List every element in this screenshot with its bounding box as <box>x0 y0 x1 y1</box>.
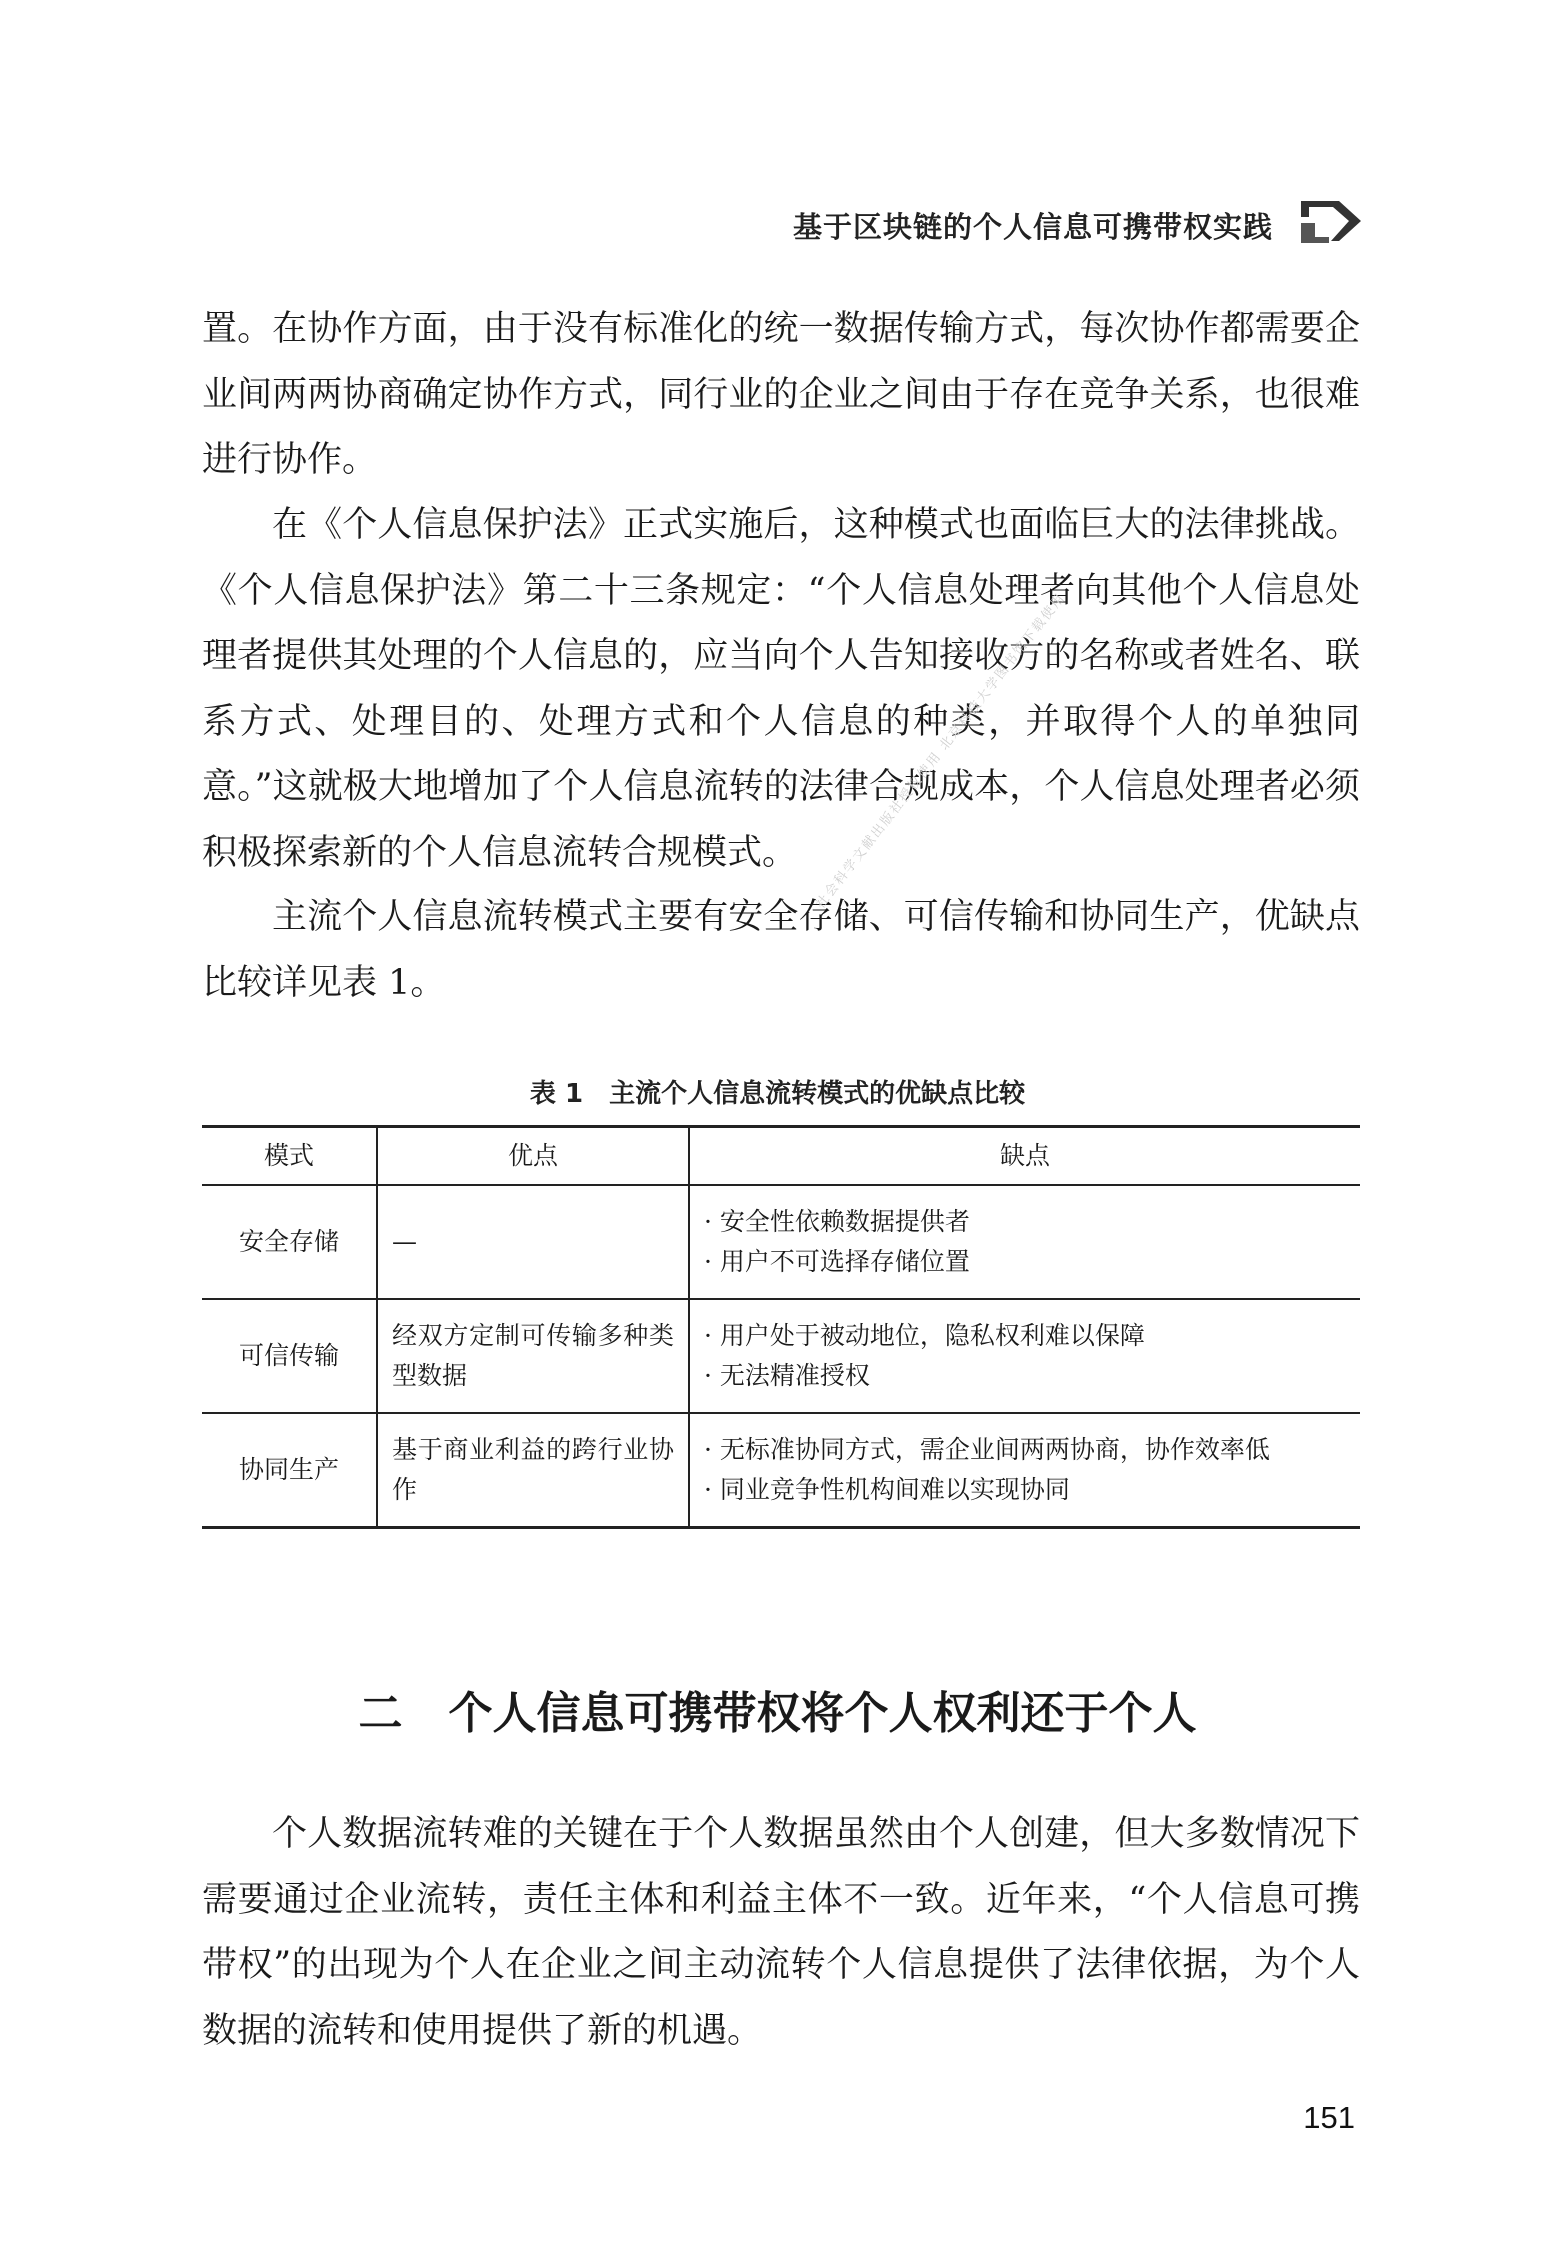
table-row <box>202 1185 1360 1299</box>
comparison-table <box>202 1125 1360 1529</box>
header-mode: 模式 <box>202 1127 377 1186</box>
mode-cell: 安全存储 <box>202 1185 377 1299</box>
paragraph-text: 主流个人信息流转模式主要有安全存储、可信传输和协同生产，优缺点比较详见表 1。 <box>202 897 1360 1003</box>
body-paragraph-4 <box>202 1802 1360 2064</box>
chevron-corner-icon <box>1295 193 1365 249</box>
cons-cell <box>689 1299 1360 1413</box>
section-number: 二 <box>358 1688 403 1739</box>
table-row <box>202 1299 1360 1413</box>
paragraph-text: 个人数据流转难的关键在于个人数据虽然由个人创建，但大多数情况下需要通过企业流转，责任主体和利益主体不一致。近年来，“个人信息可携带权”的出现为个人在企业之间主动流转个人信息提供了法律依据，为个人数据的流转和使用提供了新的机遇。 <box>202 1814 1360 2051</box>
table-header-row <box>202 1127 1360 1186</box>
pros-cell: 基于商业利益的跨行业协作 <box>377 1413 689 1528</box>
cons-cell <box>689 1185 1360 1299</box>
header-cons: 缺点 <box>689 1127 1360 1186</box>
con-item: · 用户不可选择存储位置 <box>704 1247 970 1276</box>
running-header-title: 基于区块链的个人信息可携带权实践 <box>792 210 1273 244</box>
section-heading <box>0 1677 1555 1741</box>
mode-cell: 协同生产 <box>202 1413 377 1528</box>
paragraph-text: 置。在协作方面，由于没有标准化的统一数据传输方式，每次协作都需要企业间两两协商确定协作方式，同行业的企业之间由于存在竞争关系，也很难进行协作。 <box>202 309 1360 480</box>
pros-cell: 经双方定制可传输多种类型数据 <box>377 1299 689 1413</box>
table-caption-number: 表 1 <box>529 1079 584 1109</box>
con-item: · 无标准协同方式，需企业间两两协商，协作效率低 <box>704 1435 1270 1464</box>
mode-cell: 可信传输 <box>202 1299 377 1413</box>
cons-cell <box>689 1413 1360 1528</box>
con-item: · 用户处于被动地位，隐私权利难以保障 <box>704 1321 1145 1350</box>
body-paragraph-3 <box>202 885 1360 1016</box>
watermark: 社会科学文献出版社授权使用 北京科技大学图书馆下载使用 <box>813 590 1069 912</box>
con-item: · 同业竞争性机构间难以实现协同 <box>704 1475 1070 1504</box>
section-title: 个人信息可携带权将个人权利还于个人 <box>448 1688 1197 1739</box>
page-number: 151 <box>1303 2100 1355 2135</box>
table-caption <box>0 1073 1555 1110</box>
body-paragraph-2 <box>202 493 1360 886</box>
table-caption-title: 主流个人信息流转模式的优缺点比较 <box>609 1079 1026 1109</box>
pros-cell: — <box>377 1185 689 1299</box>
con-item: · 安全性依赖数据提供者 <box>704 1207 970 1236</box>
header-pros: 优点 <box>377 1127 689 1186</box>
table-row <box>202 1413 1360 1528</box>
con-item: · 无法精准授权 <box>704 1361 870 1390</box>
paragraph-text: 在《个人信息保护法》正式实施后，这种模式也面临巨大的法律挑战。《个人信息保护法》第二十三条规定：“个人信息处理者向其他个人信息处理者提供其处理的个人信息的，应当向个人告知接收方的名称或者姓名、联系方式、处理目的、处理方式和个人信息的种类，并取得个人的单独同意。”这就极大地增加了个人信息流转的法律合规成本，个人信息处理者必须积极探索新的个人信息流转合规模式。 <box>202 505 1360 873</box>
body-paragraph-1 <box>202 297 1360 494</box>
